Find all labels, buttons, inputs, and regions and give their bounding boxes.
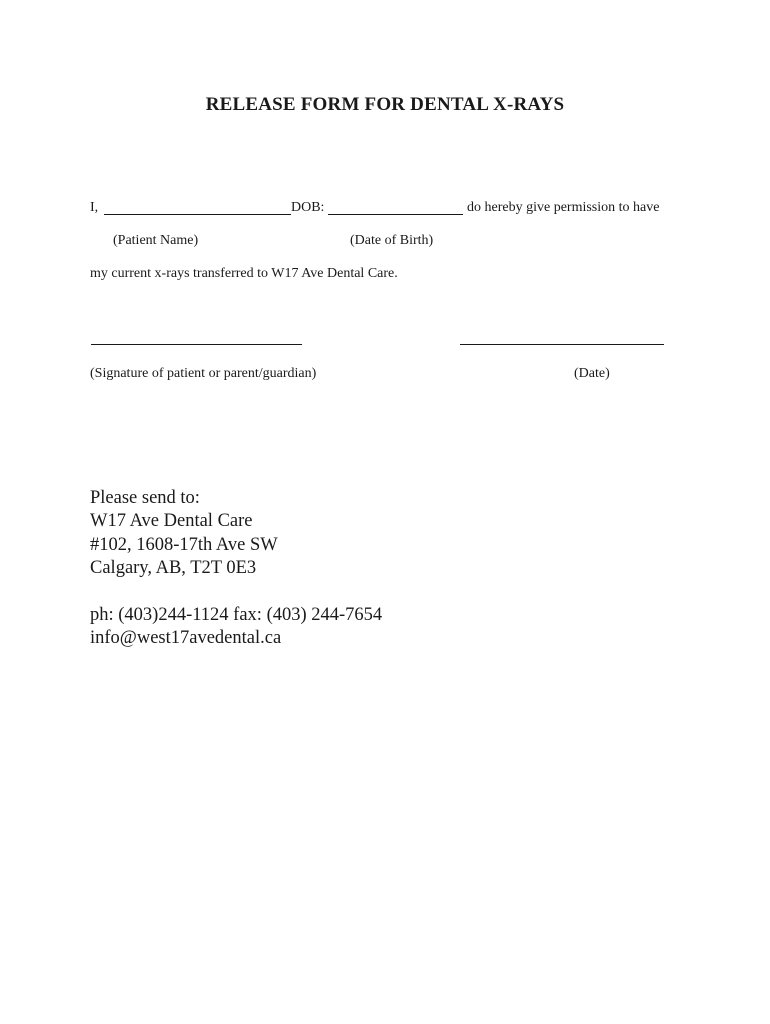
signature-field[interactable] — [91, 344, 302, 345]
send-to-heading: Please send to: — [90, 488, 200, 508]
clinic-street: #102, 1608-17th Ave SW — [90, 535, 278, 555]
statement-prefix: I, — [90, 200, 99, 215]
signature-caption: (Signature of patient or parent/guardian) — [90, 366, 317, 381]
clinic-email[interactable]: info@west17avedental.ca — [90, 628, 282, 648]
dob-label: DOB: — [291, 200, 325, 215]
patient-name-field[interactable] — [104, 214, 291, 215]
page-title: RELEASE FORM FOR DENTAL X-RAYS — [205, 94, 565, 115]
statement-line-2: my current x-rays transferred to W17 Ave Dental Care. — [90, 266, 398, 281]
dob-field[interactable] — [328, 214, 463, 215]
clinic-name: W17 Ave Dental Care — [90, 511, 253, 531]
date-caption: (Date) — [574, 366, 610, 381]
date-field[interactable] — [460, 344, 664, 345]
statement-suffix: do hereby give permission to have — [467, 200, 660, 215]
dob-caption: (Date of Birth) — [350, 233, 434, 248]
patient-name-caption: (Patient Name) — [113, 233, 199, 248]
clinic-city: Calgary, AB, T2T 0E3 — [90, 558, 257, 578]
clinic-contact: ph: (403)244-1124 fax: (403) 244-7654 — [90, 605, 383, 625]
